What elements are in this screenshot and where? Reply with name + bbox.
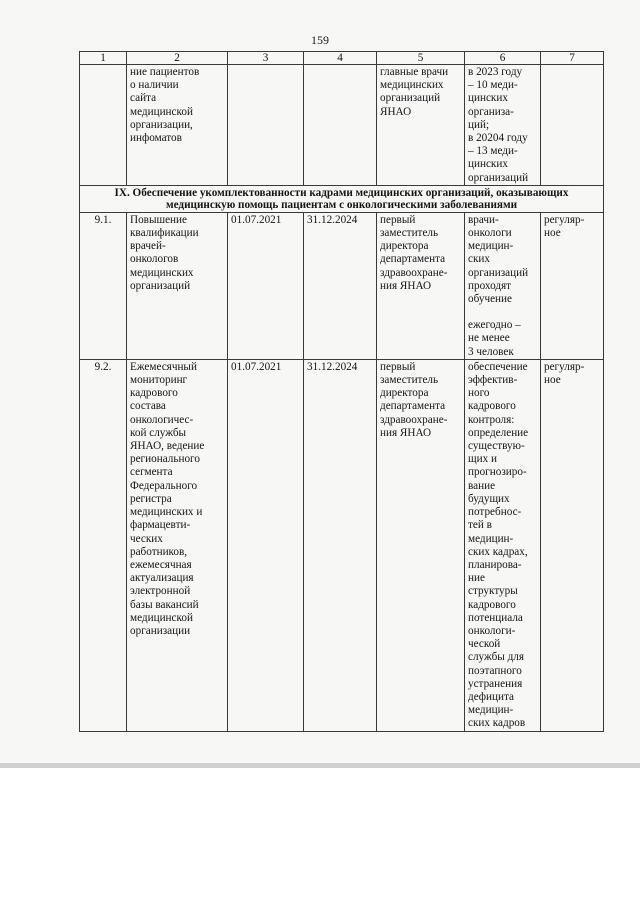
text-line: ния ЯНАО [380,279,432,292]
text-line: ние [468,572,485,585]
text-line: базы вакансий [130,598,199,611]
text-line: кадрового [468,400,516,413]
text-line: онкологов [130,253,179,266]
text-line: службы для [468,651,525,664]
text-line: медицинских [130,266,194,279]
text-line: департамента [380,400,446,413]
text-line: медицинской [130,611,193,624]
text-line: заместитель [380,227,439,240]
text-line: врачи- [468,213,499,226]
text-line: директора [380,387,429,400]
text-line: потребнос- [468,506,522,519]
text-line: первый [380,213,416,226]
continued-row [80,65,604,186]
text-line: регуляр- [544,360,585,373]
text-line: медицин- [468,240,514,253]
cell-start [228,65,304,186]
text-line: ских кадров [468,717,526,730]
cell-measure-name [127,212,228,359]
text-line: кадрового [130,387,178,400]
cell-start: 01.07.2021 [228,359,304,731]
text-line: ное [544,227,561,240]
cell-measure-name [127,359,228,731]
text-line: регионального [130,453,200,466]
text-line: ций; [468,118,490,131]
cell-result [465,212,541,359]
text-line: медицин- [468,532,514,545]
cell-result [465,65,541,186]
text-line: Федерального [130,479,198,492]
text-line: кой службы [130,426,187,439]
cell-num [80,65,127,186]
column-number: 1 [80,52,127,65]
text-line: определение [468,426,529,439]
table-row [80,359,604,731]
text-line: организации [130,624,191,637]
text-line: организаций [130,279,191,292]
cell-num: 9.2. [80,359,127,731]
text-line: существую- [468,440,525,453]
text-line: сайта [130,92,157,105]
text-line: ЯНАО, ведение [130,440,205,453]
cell-result [465,359,541,731]
text-line: устранения [468,677,523,690]
text-line: ских [468,253,490,266]
text-line: онкологи- [468,624,516,637]
text-line: – 13 меди- [468,145,518,158]
text-line: регистра [130,492,172,505]
column-number: 7 [541,52,604,65]
text-line: тей в [468,519,492,532]
cell-end: 31.12.2024 [304,212,377,359]
column-number-row [80,52,604,65]
cell-end [304,65,377,186]
text-line: регуляр- [544,213,585,226]
text-line: главные врачи [380,66,449,78]
text-line: ческой [468,638,501,651]
cell-type [541,359,604,731]
text-line: сегмента [130,466,173,479]
text-line: кадрового [468,598,516,611]
text-line: инфоматов [130,132,182,145]
text-line: о наличии [130,79,179,92]
text-line: онкологи [468,227,512,240]
text-line: контроля: [468,413,515,426]
text-line: структуры [468,585,518,598]
text-line: ния ЯНАО [380,426,432,439]
text-line: актуализация [130,572,194,585]
text-line: прогнозиро- [468,466,527,479]
section-heading-row [80,185,604,212]
text-line: поэтапного [468,664,522,677]
text-line: заместитель [380,374,439,387]
text-line: здравоохране- [380,413,448,426]
text-line: 3 человек [468,345,514,358]
text-line: не менее [468,332,510,345]
section-heading [80,185,604,212]
text-line: медицинской [130,105,193,118]
text-line: организаций [468,266,529,279]
text-line: электронной [130,585,191,598]
text-line: ежемесячная [130,558,192,571]
result-text [468,214,537,306]
text-line: работников, [130,545,188,558]
text-line: в 20204 году [468,132,528,145]
cell-responsible [377,65,465,186]
text-line: Ежемесячный [130,360,197,373]
text-line: проходят [468,279,512,292]
column-number: 3 [228,52,304,65]
text-line: цинских [468,158,508,171]
text-line: эффектив- [468,374,518,387]
text-line: состава [130,400,166,413]
text-line: дефицита [468,690,514,703]
text-line: организа- [468,105,514,118]
cell-end: 31.12.2024 [304,359,377,731]
result-text [468,319,537,359]
text-line: онкологичес- [130,413,194,426]
page-number: 159 [311,33,329,47]
text-line: ских кадрах, [468,545,528,558]
cell-responsible [377,359,465,731]
cell-responsible [377,212,465,359]
text-line: обеспечение [468,360,528,373]
text-line: будущих [468,492,510,505]
table-row [80,212,604,359]
text-line: ное [544,374,561,387]
text-line: цинских [468,92,508,105]
text-line: здравоохране- [380,266,448,279]
text-line: квалификации [130,227,199,240]
cell-type [541,65,604,186]
cell-num: 9.1. [80,212,127,359]
text-line: директора [380,240,429,253]
column-number: 4 [304,52,377,65]
text-line: медицинских [380,79,444,92]
text-line: ежегодно – [468,319,521,332]
column-number: 2 [127,52,228,65]
text-line: потенциала [468,611,523,624]
measures-table [79,51,604,732]
text-line: ние пациентов [130,66,200,78]
text-line: ЯНАО [380,105,412,118]
scan-edge [0,763,640,768]
text-line: – 10 меди- [468,79,518,92]
text-line: вание [468,479,496,492]
text-line: щих и [468,453,497,466]
section-heading-line: медицинскую помощь пациентам с онкологическими заболеваниями [165,199,518,212]
cell-type [541,212,604,359]
result-gap [468,306,537,319]
text-line: медицинских и [130,506,203,519]
section-heading-line: IX. Обеспечение укомплектованности кадрами медицинских организаций, оказывающих [114,186,569,199]
text-line: в 2023 году [468,66,523,78]
text-line: ческих [130,532,163,545]
text-line: мониторинг [130,374,188,387]
text-line: Повышение [130,213,187,226]
cell-start: 01.07.2021 [228,212,304,359]
text-line: ного [468,387,490,400]
text-line: врачей- [130,240,166,253]
column-number: 6 [465,52,541,65]
text-line: организаций [380,92,441,105]
text-line: департамента [380,253,446,266]
text-line: организации, [130,118,193,131]
cell-measure-name [127,65,228,186]
text-line: обучение [468,293,512,306]
column-number: 5 [377,52,465,65]
text-line: организаций [468,171,529,184]
text-line: фармацевти- [130,519,191,532]
text-line: планирова- [468,558,522,571]
text-line: первый [380,360,416,373]
text-line: медицин- [468,704,514,717]
